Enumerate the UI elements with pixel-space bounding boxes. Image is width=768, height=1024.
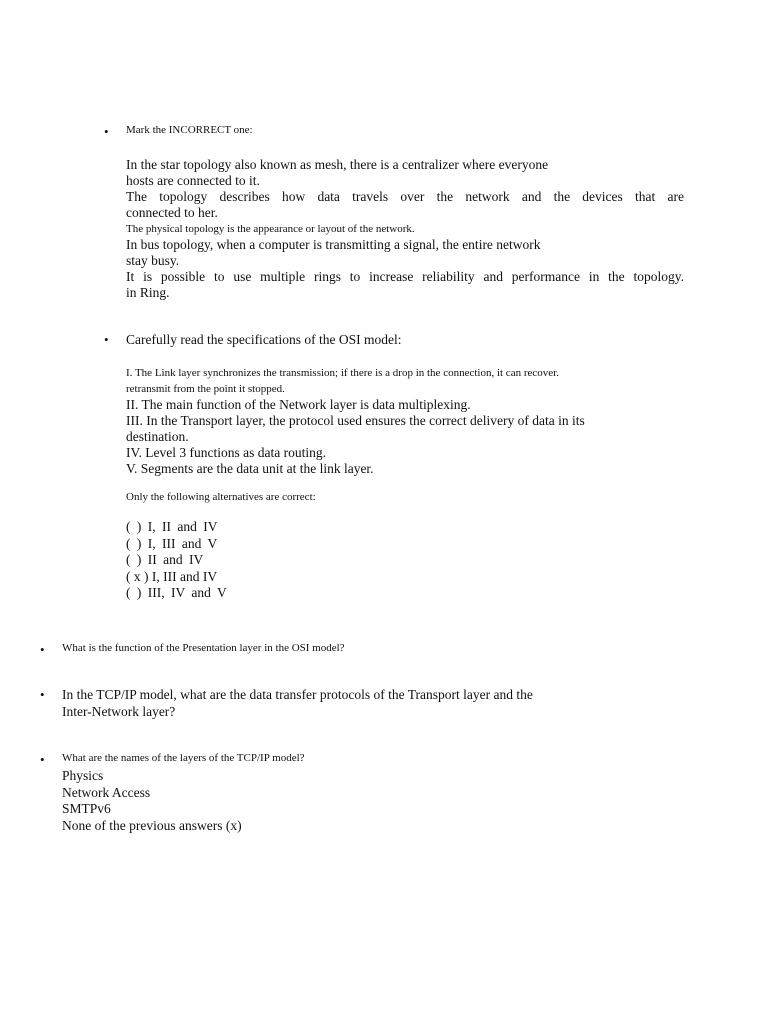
q1-option-4-line-2: stay busy. <box>126 253 180 268</box>
q1-option-1-line-2: hosts are connected to it. <box>126 173 260 188</box>
q2-statements <box>126 365 656 477</box>
q2-statement-5: V. Segments are the data unit at the link layer. <box>126 461 374 476</box>
q4-prompt <box>62 687 533 720</box>
q2-statement-1-cont: retransmit from the point it stopped. <box>126 383 285 395</box>
q1-option-5-line-1: It is possible to use multiple rings to increase reliability and performance in the topology. <box>126 269 684 284</box>
q4-prompt-line-1: In the TCP/IP model, what are the data transfer protocols of the Transport layer and the <box>62 687 533 702</box>
q4-prompt-line-2: Inter-Network layer? <box>62 703 176 719</box>
bullet-q4: • <box>40 687 45 702</box>
bullet-q3: • <box>40 642 45 657</box>
q1-options <box>126 157 684 301</box>
q5-answer-2: Network Access <box>62 784 151 800</box>
q2-choice-5: ( ) III, IV and V <box>126 585 227 600</box>
bullet-q1: • <box>104 124 109 139</box>
q2-statement-3: III. In the Transport layer, the protocol used ensures the correct delivery of data in its <box>126 413 585 428</box>
q2-choice-2: ( ) I, III and V <box>126 535 218 551</box>
q1-option-5-line-2: in Ring. <box>126 285 170 300</box>
q5-answer-4: None of the previous answers (x) <box>62 817 242 833</box>
q2-instruction: Only the following alternatives are correct: <box>126 491 316 503</box>
q2-choice-4: ( x ) I, III and IV <box>126 568 218 584</box>
bullet-q5: • <box>40 752 45 767</box>
q2-statement-2: II. The main function of the Network layer is data multiplexing. <box>126 397 471 412</box>
bullet-q2: • <box>104 332 109 347</box>
q2-prompt: Carefully read the specifications of the OSI model: <box>126 332 402 347</box>
q2-choice-1: ( ) I, II and IV <box>126 519 218 534</box>
q1-prompt: Mark the INCORRECT one: <box>126 124 253 136</box>
q2-choice-3: ( ) II and IV <box>126 552 204 567</box>
q1-option-2-line-2: connected to her. <box>126 205 218 220</box>
q2-statement-3-cont: destination. <box>126 429 189 444</box>
q1-option-1-line-1: In the star topology also known as mesh, there is a centralizer where everyone <box>126 157 549 172</box>
q1-option-4-line-1: In bus topology, when a computer is transmitting a signal, the entire network <box>126 237 541 252</box>
q5-answers <box>62 768 242 834</box>
q5-answer-3: SMTPv6 <box>62 801 111 816</box>
q2-choices <box>126 519 227 602</box>
q1-option-3-line-1: The physical topology is the appearance or layout of the network. <box>126 223 415 235</box>
q2-statement-4: IV. Level 3 functions as data routing. <box>126 445 326 460</box>
q3-prompt: What is the function of the Presentation layer in the OSI model? <box>62 642 345 654</box>
q1-option-2-line-1: The topology describes how data travels over the network and the devices that are <box>126 189 684 204</box>
q5-prompt: What are the names of the layers of the TCP/IP model? <box>62 752 305 764</box>
q5-answer-1: Physics <box>62 768 104 783</box>
q2-statement-1: I. The Link layer synchronizes the transmission; if there is a drop in the connection, it can recover. <box>126 367 559 379</box>
